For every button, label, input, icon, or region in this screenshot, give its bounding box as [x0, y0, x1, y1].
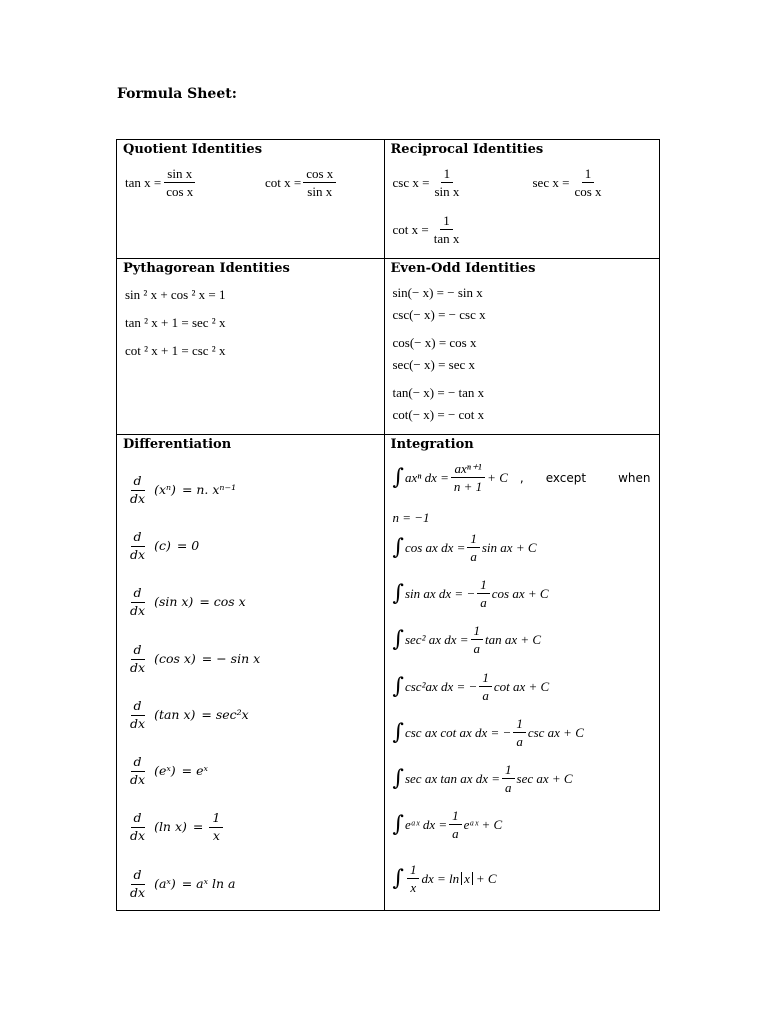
integrand: sin ax dx = −	[404, 586, 476, 601]
when-word: when	[618, 470, 651, 485]
formula-lhs: csc x =	[392, 175, 430, 190]
numerator: d	[131, 869, 145, 885]
formula-lhs: tan x =	[125, 175, 162, 190]
derivative-result: = n. xⁿ⁻¹	[181, 481, 237, 497]
numerator: 1	[513, 717, 526, 733]
fraction	[451, 462, 485, 493]
tan-quotient-formula	[125, 167, 198, 198]
integration-tail: csc ax + C	[527, 725, 584, 740]
integral-rule	[393, 532, 537, 563]
derivative-result: = − sin x	[201, 650, 261, 666]
integration-cell	[384, 435, 660, 911]
denominator: a	[505, 780, 512, 795]
fraction	[449, 809, 462, 840]
numerator: d	[131, 700, 145, 716]
derivative-argument: (c)	[154, 537, 171, 553]
denominator: a	[470, 549, 477, 564]
integral-sign: ∫	[392, 865, 404, 891]
numerator: d	[131, 587, 145, 603]
numerator: 1	[582, 167, 595, 183]
pythagorean-line-2: tan ² x + 1 = sec ² x	[125, 315, 226, 330]
fraction	[163, 167, 196, 198]
csc-reciprocal-formula	[393, 167, 465, 198]
formula-lhs: cot x =	[265, 175, 302, 190]
integral-rule	[393, 578, 549, 609]
derivative-argument: (sin x)	[154, 593, 194, 609]
denominator: x	[212, 827, 220, 843]
d-dx-operator	[127, 644, 148, 674]
differentiation-title: Differentiation	[123, 437, 232, 452]
numerator: d	[131, 531, 145, 547]
denominator: a	[516, 734, 523, 749]
absolute-value: x	[461, 872, 473, 885]
derivative-rule	[125, 756, 208, 786]
denominator: dx	[130, 771, 146, 787]
integral-rule	[393, 763, 573, 794]
integration-reciprocal-rule	[393, 863, 497, 894]
derivative-argument: (ln x)	[154, 818, 187, 834]
numerator: d	[131, 756, 145, 772]
numerator: d	[131, 475, 145, 491]
fraction	[571, 167, 604, 198]
derivative-rule	[125, 587, 246, 617]
integration-tail: + C	[487, 470, 508, 485]
denominator: dx	[130, 490, 146, 506]
integrand: eᵃˣ dx =	[404, 817, 448, 832]
denominator: a	[452, 826, 459, 841]
formula-table	[116, 139, 660, 911]
d-dx-operator	[127, 700, 148, 730]
integration-tail: cos ax + C	[491, 586, 549, 601]
derivative-argument: (tan x)	[154, 706, 196, 722]
quotient-identities-cell	[117, 140, 385, 259]
numerator: d	[131, 644, 145, 660]
denominator: n + 1	[453, 479, 483, 494]
integration-condition: n = −1	[392, 510, 430, 525]
denominator: x	[410, 880, 417, 895]
reciprocal-identities-cell	[384, 140, 660, 259]
integration-title: Integration	[390, 437, 474, 452]
numerator: 1	[479, 671, 492, 687]
pythagorean-identities-title: Pythagorean Identities	[123, 261, 290, 276]
denominator: dx	[130, 659, 146, 675]
integral-rule	[393, 624, 542, 655]
d-dx-operator	[127, 531, 148, 561]
numerator: d	[131, 812, 145, 828]
integral-sign: ∫	[392, 464, 404, 490]
derivative-argument: (xⁿ)	[154, 481, 176, 497]
formula-lhs: sec x =	[532, 175, 570, 190]
denominator: tan x	[433, 231, 460, 246]
comma: ,	[519, 470, 524, 485]
formula-lhs: cot x =	[392, 222, 429, 237]
derivative-result: = aˣ ln a	[181, 875, 236, 891]
even-odd-line-3: cos(− x) = cos x	[392, 335, 477, 350]
fraction	[502, 763, 515, 794]
integral-rule	[393, 717, 584, 748]
integration-mid: dx = ln	[421, 871, 460, 886]
fraction	[513, 717, 526, 748]
integral-rule	[393, 809, 503, 840]
integral-sign: ∫	[392, 719, 404, 745]
denominator: cos x	[166, 184, 194, 199]
numerator: 1	[407, 863, 420, 879]
integral-sign: ∫	[392, 534, 404, 560]
integration-tail: tan ax + C	[485, 632, 542, 647]
derivative-result: = 0	[176, 537, 200, 553]
fraction	[431, 167, 462, 198]
derivative-result: = sec²x	[201, 706, 249, 722]
except-word: except	[545, 470, 587, 485]
integrand: sec ax tan ax dx =	[404, 771, 501, 786]
integrand: sec² ax dx =	[404, 632, 469, 647]
d-dx-operator	[127, 812, 148, 842]
denominator: dx	[130, 715, 146, 731]
integral-rule	[393, 671, 550, 702]
even-odd-line-2: csc(− x) = − csc x	[392, 307, 486, 322]
fraction	[407, 863, 420, 894]
even-odd-line-1: sin(− x) = − sin x	[392, 285, 483, 300]
derivative-rule	[125, 475, 236, 505]
derivative-rule	[125, 531, 199, 561]
denominator: a	[473, 641, 481, 656]
derivative-result: = eˣ	[181, 762, 208, 778]
integration-tail: sin ax + C	[481, 540, 537, 555]
quotient-identities-title: Quotient Identities	[123, 142, 263, 157]
pythagorean-line-1: sin ² x + cos ² x = 1	[125, 287, 226, 302]
integration-tail: sec ax + C	[516, 771, 573, 786]
derivative-result: =	[192, 818, 204, 834]
numerator: 1	[449, 809, 462, 825]
even-odd-line-6: cot(− x) = − cot x	[392, 407, 485, 422]
fraction	[303, 167, 336, 198]
denominator: dx	[130, 602, 146, 618]
d-dx-operator	[127, 475, 148, 505]
denominator: cos x	[574, 184, 602, 199]
derivative-rule	[125, 812, 225, 842]
integral-sign: ∫	[392, 626, 404, 652]
denominator: a	[480, 595, 487, 610]
d-dx-operator	[127, 869, 148, 899]
integrand: cos ax dx =	[404, 540, 466, 555]
even-odd-identities-cell	[384, 259, 660, 435]
derivative-argument: (cos x)	[154, 650, 196, 666]
derivative-rule	[125, 700, 249, 730]
cot-quotient-formula	[265, 167, 338, 198]
fraction	[467, 532, 480, 563]
page-heading: Formula Sheet:	[117, 86, 237, 102]
integrand: csc ax cot ax dx = −	[404, 725, 512, 740]
denominator: dx	[130, 546, 146, 562]
sec-reciprocal-formula	[533, 167, 607, 198]
fraction	[479, 671, 492, 702]
even-odd-identities-title: Even-Odd Identities	[390, 261, 536, 276]
even-odd-line-4: sec(− x) = sec x	[392, 357, 476, 372]
derivative-result: = cos x	[199, 593, 246, 609]
integral-sign: ∫	[392, 673, 404, 699]
result-fraction	[209, 812, 223, 842]
pythagorean-line-3: cot ² x + 1 = csc ² x	[125, 343, 226, 358]
fraction	[477, 578, 490, 609]
derivative-argument: (aˣ)	[154, 875, 176, 891]
numerator: sin x	[164, 167, 195, 183]
numerator: 1	[477, 578, 490, 594]
numerator: 1	[471, 624, 484, 640]
cot-reciprocal-formula	[393, 214, 465, 245]
numerator: 1	[441, 167, 454, 183]
fraction	[431, 214, 463, 245]
numerator: 1	[502, 763, 515, 779]
integral-sign: ∫	[392, 811, 404, 837]
integration-tail: cot ax + C	[493, 679, 550, 694]
derivative-argument: (eˣ)	[154, 762, 176, 778]
derivative-rule	[125, 644, 260, 674]
numerator: 1	[440, 214, 453, 230]
denominator: a	[482, 688, 489, 703]
integrand: csc²ax dx = −	[404, 679, 478, 694]
integrand: axⁿ dx =	[404, 470, 449, 485]
numerator: axⁿ⁺¹	[451, 462, 484, 478]
fraction	[471, 624, 484, 655]
integral-sign: ∫	[392, 765, 404, 791]
integration-power-rule	[393, 462, 651, 493]
denominator: dx	[130, 827, 146, 843]
denominator: sin x	[434, 184, 460, 199]
even-odd-line-5: tan(− x) = − tan x	[392, 385, 485, 400]
integral-sign: ∫	[392, 580, 404, 606]
numerator: 1	[467, 532, 480, 548]
numerator: cos x	[303, 167, 336, 183]
pythagorean-identities-cell	[117, 259, 385, 435]
d-dx-operator	[127, 587, 148, 617]
denominator: dx	[130, 884, 146, 900]
integration-tail: + C	[475, 871, 497, 886]
integration-tail: eᵃˣ + C	[463, 817, 503, 832]
numerator: 1	[209, 812, 223, 828]
d-dx-operator	[127, 756, 148, 786]
differentiation-cell	[117, 435, 385, 911]
derivative-rule	[125, 869, 236, 899]
denominator: sin x	[307, 184, 333, 199]
reciprocal-identities-title: Reciprocal Identities	[390, 142, 544, 157]
